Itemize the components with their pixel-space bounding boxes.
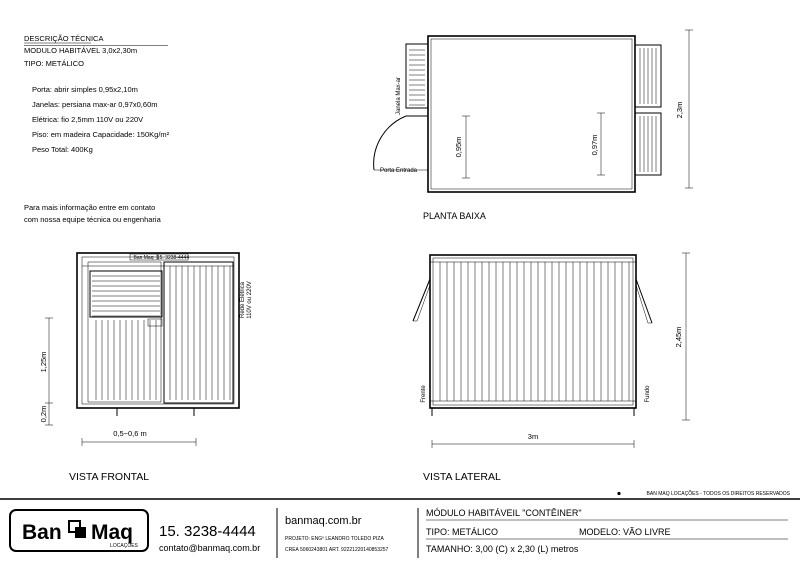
footer-type: TIPO: METÁLICO xyxy=(426,527,499,537)
window-label: Janela Max-ar xyxy=(396,76,402,116)
svg-text:15. 3238-4444: 15. 3238-4444 xyxy=(156,255,190,261)
footer-website: banmaq.com.br xyxy=(285,515,362,527)
plan-outline xyxy=(428,36,635,192)
front-window xyxy=(90,271,162,317)
electric-label-2: 110V ou 220V xyxy=(247,281,253,319)
footer-project: PROJETO: ENGº LEANDRO TOLEDO PIZA xyxy=(285,536,384,542)
banmaq-logo xyxy=(10,510,148,551)
plan-title: PLANTA BAIXA xyxy=(423,211,486,221)
dim-side-height: 2,45m xyxy=(674,326,683,348)
side-right-shutter xyxy=(636,279,652,323)
front-title: VISTA FRONTAL xyxy=(69,471,150,483)
footer-model: MODELO: VÃO LIVRE xyxy=(579,527,671,537)
svg-text:LOCAÇÕES: LOCAÇÕES xyxy=(110,543,138,549)
dim-window: 0,97m xyxy=(590,134,599,156)
rights-text: BAN MAQ LOCAÇÕES - TODOS OS DIREITOS RESERVADOS xyxy=(646,491,790,497)
back-label: Fundo xyxy=(645,385,651,403)
dim-front-width: 0,5~0,6 m xyxy=(113,429,147,438)
side-view xyxy=(413,253,690,483)
plan-door-swing-arc xyxy=(374,116,406,170)
door-label: Porta Entrada xyxy=(380,168,418,174)
spec-item-floor: Piso: em madeira Capacidade: 150Kg/m² xyxy=(32,130,170,139)
plan-left-window xyxy=(406,44,428,108)
electric-label-1: Rede Elétrica xyxy=(240,281,246,319)
footer-phone: 15. 3238-4444 xyxy=(159,523,256,540)
front-view xyxy=(39,253,253,483)
spec-heading: DESCRIÇÃO TÉCNICA xyxy=(24,34,104,43)
spec-module: MODULO HABITÁVEL 3,0x2,30m xyxy=(24,46,138,55)
spec-item-windows: Janelas: persiana max-ar 0,97x0,60m xyxy=(32,100,158,109)
dim-front-height: 1,25m xyxy=(39,351,48,373)
front-door xyxy=(164,262,233,403)
side-left-shutter xyxy=(413,279,430,321)
footer-email: contato@banmaq.com.br xyxy=(159,543,261,553)
spec-item-weight: Peso Total: 400Kg xyxy=(32,145,93,154)
dim-side-length: 3m xyxy=(527,432,539,441)
dim-front-base: 0,2m xyxy=(39,405,48,423)
spec-item-door: Porta: abrir simples 0,95x2,10m xyxy=(32,85,138,94)
svg-text:Ban: Ban xyxy=(22,521,62,544)
spec-type: TIPO: METÁLICO xyxy=(24,59,85,68)
contact-note-line-1: Para mais informação entre em contato xyxy=(24,203,156,212)
dim-door: 0,95m xyxy=(454,136,463,158)
footer-crea: CREA 5060243801 ART. 92221220140853257 xyxy=(285,547,389,553)
technical-description xyxy=(24,34,170,224)
spec-item-electric: Elétrica: fio 2,5mm 110V ou 220V xyxy=(32,115,144,124)
floor-plan xyxy=(374,30,693,221)
footer-size: TAMANHO: 3,00 (C) x 2,30 (L) metros xyxy=(426,544,579,554)
title-block xyxy=(0,490,800,558)
contact-note-line-2: com nossa equipe técnica ou engenharia xyxy=(24,215,161,224)
svg-text:Ban Maq: Ban Maq xyxy=(133,255,154,261)
side-title: VISTA LATERAL xyxy=(423,471,501,483)
footer-title: MÓDULO HABITÁVEIL "CONTÊINER" xyxy=(426,508,582,518)
dim-depth: 2,3m xyxy=(675,101,684,119)
svg-text:Maq: Maq xyxy=(91,521,133,544)
front-label: Frente xyxy=(421,385,427,403)
